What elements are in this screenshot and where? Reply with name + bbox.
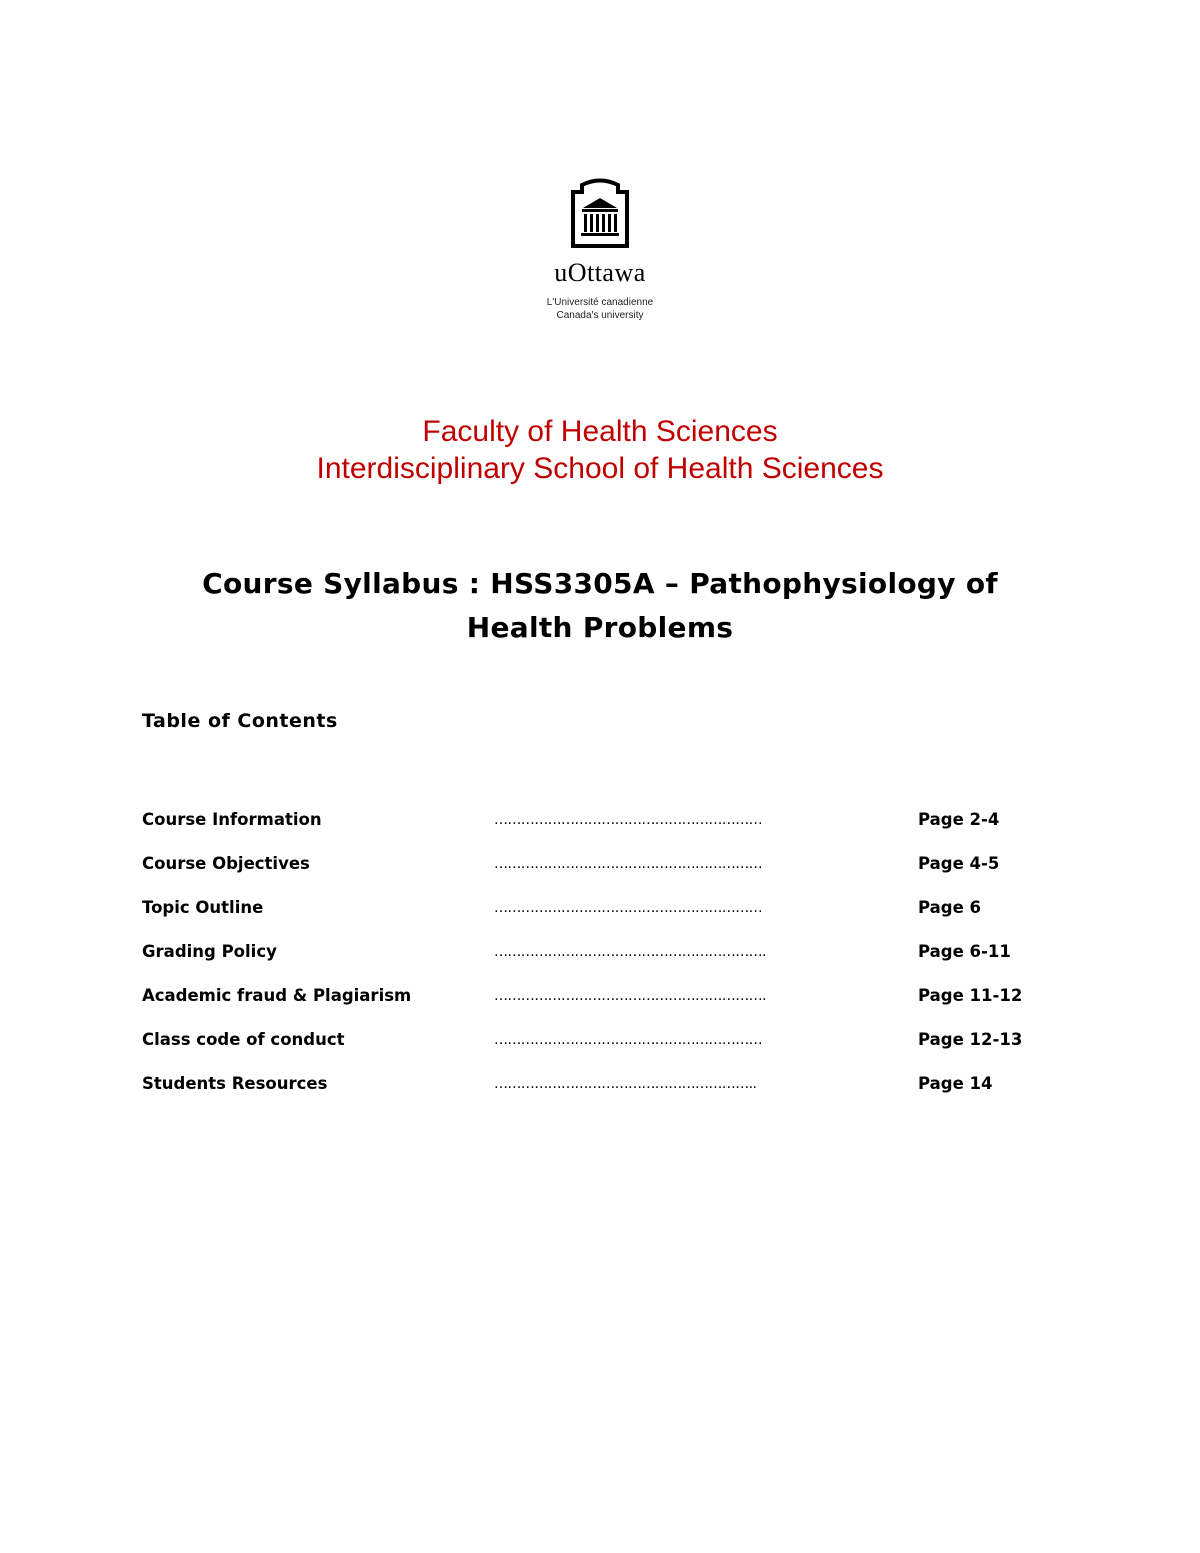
toc-row-students-resources bbox=[142, 1070, 1062, 1114]
toc-label: Topic Outline bbox=[142, 898, 264, 917]
toc-label: Course Information bbox=[142, 810, 322, 829]
logo-tagline-fr: L'Université canadienne bbox=[546, 297, 654, 308]
toc-page-ref: Page 6 bbox=[918, 898, 982, 917]
toc-leader-dots: ………………………………………………….. bbox=[494, 1076, 757, 1092]
university-logo bbox=[528, 178, 672, 334]
toc-page-ref: Page 6-11 bbox=[918, 942, 1011, 961]
table-of-contents bbox=[142, 806, 1062, 1114]
toc-leader-dots: …………………………………………………… bbox=[494, 856, 763, 872]
toc-label: Students Resources bbox=[142, 1074, 328, 1093]
toc-label: Class code of conduct bbox=[142, 1030, 345, 1049]
toc-row-course-information bbox=[142, 806, 1062, 850]
school-title: Interdisciplinary School of Health Sciences bbox=[316, 452, 884, 485]
toc-page-ref: Page 14 bbox=[918, 1074, 993, 1093]
logo-tagline-en: Canada's university bbox=[556, 310, 644, 321]
toc-heading: Table of Contents bbox=[142, 710, 338, 732]
toc-row-grading-policy bbox=[142, 938, 1062, 982]
course-title-line-2: Health Problems bbox=[466, 611, 734, 644]
toc-leader-dots: ……………………………………………………. bbox=[494, 944, 766, 960]
toc-leader-dots: ……………………………………………………. bbox=[494, 988, 766, 1004]
toc-leader-dots: …………………………………………………… bbox=[494, 812, 763, 828]
toc-leader-dots: …………………………………………………… bbox=[494, 900, 763, 916]
toc-leader-dots: …………………………………………………… bbox=[494, 1032, 763, 1048]
course-syllabus-title bbox=[160, 562, 1040, 650]
faculty-title: Faculty of Health Sciences bbox=[422, 415, 778, 448]
toc-row-academic-fraud bbox=[142, 982, 1062, 1026]
toc-row-course-objectives bbox=[142, 850, 1062, 894]
logo-wordmark: uOttawa bbox=[554, 258, 646, 287]
toc-page-ref: Page 11-12 bbox=[918, 986, 1023, 1005]
toc-page-ref: Page 12-13 bbox=[918, 1030, 1023, 1049]
university-building-icon bbox=[570, 178, 630, 248]
toc-row-class-code-of-conduct bbox=[142, 1026, 1062, 1070]
toc-label: Grading Policy bbox=[142, 942, 277, 961]
toc-label: Course Objectives bbox=[142, 854, 310, 873]
toc-page-ref: Page 4-5 bbox=[918, 854, 1000, 873]
toc-row-topic-outline bbox=[142, 894, 1062, 938]
toc-label: Academic fraud & Plagiarism bbox=[142, 986, 412, 1005]
toc-page-ref: Page 2-4 bbox=[918, 810, 1000, 829]
course-title-line-1: Course Syllabus : HSS3305A – Pathophysiology of bbox=[202, 567, 998, 600]
